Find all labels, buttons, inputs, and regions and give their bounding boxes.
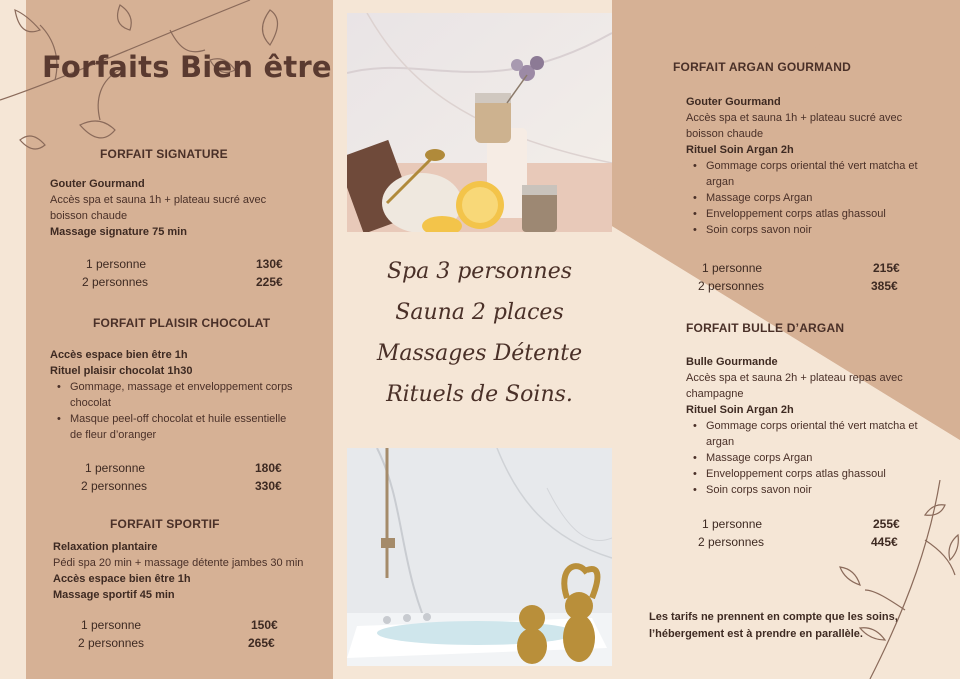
branch-decoration-icon — [830, 480, 960, 679]
bulle-line2: champagne — [686, 388, 744, 400]
list-item: • Massage corps Argan — [686, 190, 946, 206]
signature-p2-label: 2 personnes — [82, 275, 149, 289]
argan-gourmand-head: Gouter Gourmand — [686, 96, 781, 108]
argan-gourmand-p1-label: 1 personne — [702, 261, 763, 275]
list-item: • Massage corps Argan — [686, 450, 946, 466]
chocolat-title: FORFAIT PLAISIR CHOCOLAT — [93, 316, 271, 330]
signature-p1-label: 1 personne — [86, 257, 147, 271]
chocolat-head2: Rituel plaisir chocolat 1h30 — [50, 365, 193, 377]
sportif-details — [53, 539, 328, 603]
list-item: • Soin corps savon noir — [686, 482, 946, 498]
page-title: Forfaits Bien être — [42, 50, 332, 84]
chocolat-p2-price: 330€ — [255, 479, 282, 493]
sportif-title: FORFAIT SPORTIF — [110, 517, 220, 531]
bulle-list — [686, 418, 946, 498]
jacuzzi-photo — [347, 448, 612, 666]
script-line: Massages Détente — [376, 341, 583, 366]
signature-head: Gouter Gourmand — [50, 178, 145, 190]
list-item: • Soin corps savon noir — [686, 222, 946, 238]
signature-massage: Massage signature 75 min — [50, 226, 187, 238]
chocolat-p2-label: 2 personnes — [81, 479, 148, 493]
signature-p2-price: 225€ — [256, 275, 283, 289]
script-line: Rituels de Soins. — [386, 382, 573, 407]
list-item: • Gommage corps oriental thé vert matcha et argan — [686, 158, 946, 190]
center-script-block — [347, 251, 612, 415]
list-item: • Gommage corps oriental thé vert matcha et argan — [686, 418, 946, 450]
sportif-p2-label: 2 personnes — [78, 636, 145, 650]
bulle-line1: Accès spa et sauna 2h + plateau repas avec — [686, 372, 903, 384]
chocolat-p1-label: 1 personne — [85, 461, 146, 475]
bulle-head: Bulle Gourmande — [686, 356, 778, 368]
sportif-p2-price: 265€ — [248, 636, 275, 650]
argan-gourmand-list — [686, 158, 946, 238]
argan-gourmand-p2-price: 385€ — [871, 279, 898, 293]
note-line1: Les tarifs ne prennent en compte que les soins, — [649, 611, 898, 623]
argan-gourmand-rituel: Rituel Soin Argan 2h — [686, 144, 794, 156]
chocolat-details — [50, 347, 320, 443]
bulle-p1-price: 255€ — [873, 517, 900, 531]
argan-gourmand-details — [686, 94, 946, 238]
argan-gourmand-p2-label: 2 personnes — [698, 279, 765, 293]
list-item: • Enveloppement corps atlas ghassoul — [686, 206, 946, 222]
pricing-note — [649, 609, 929, 643]
sportif-line: Pédi spa 20 min + massage détente jambes 30 min — [53, 557, 304, 569]
sportif-b1: Accès espace bien être 1h — [53, 573, 191, 585]
list-item: • Enveloppement corps atlas ghassoul — [686, 466, 946, 482]
script-line: Spa 3 personnes — [386, 259, 573, 284]
list-item: • Masque peel-off chocolat et huile essentielle de fleur d’oranger — [50, 411, 320, 443]
signature-details — [50, 176, 320, 240]
bulle-details — [686, 354, 946, 498]
argan-gourmand-line2: boisson chaude — [686, 128, 764, 140]
script-line: Sauna 2 places — [395, 300, 564, 325]
sportif-p1-price: 150€ — [251, 618, 278, 632]
signature-title: FORFAIT SIGNATURE — [100, 147, 228, 161]
bulle-title: FORFAIT BULLE D’ARGAN — [686, 321, 845, 335]
chocolat-list — [50, 379, 320, 443]
chocolat-head1: Accès espace bien être 1h — [50, 349, 188, 361]
argan-gourmand-p1-price: 215€ — [873, 261, 900, 275]
bulle-p2-label: 2 personnes — [698, 535, 765, 549]
list-item: • Gommage, massage et enveloppement corps chocolat — [50, 379, 320, 411]
spa-products-photo — [347, 13, 612, 232]
signature-line1: Accès spa et sauna 1h + plateau sucré avec — [50, 194, 267, 206]
note-line2: l’hébergement est à prendre en parallèle. — [649, 628, 863, 640]
sportif-head: Relaxation plantaire — [53, 541, 158, 553]
sportif-p1-label: 1 personne — [81, 618, 142, 632]
argan-gourmand-line1: Accès spa et sauna 1h + plateau sucré avec — [686, 112, 903, 124]
argan-gourmand-title: FORFAIT ARGAN GOURMAND — [673, 60, 851, 74]
bulle-p1-label: 1 personne — [702, 517, 763, 531]
bulle-rituel: Rituel Soin Argan 2h — [686, 404, 794, 416]
signature-line2: boisson chaude — [50, 210, 128, 222]
sportif-b2: Massage sportif 45 min — [53, 589, 175, 601]
bulle-p2-price: 445€ — [871, 535, 898, 549]
chocolat-p1-price: 180€ — [255, 461, 282, 475]
signature-p1-price: 130€ — [256, 257, 283, 271]
